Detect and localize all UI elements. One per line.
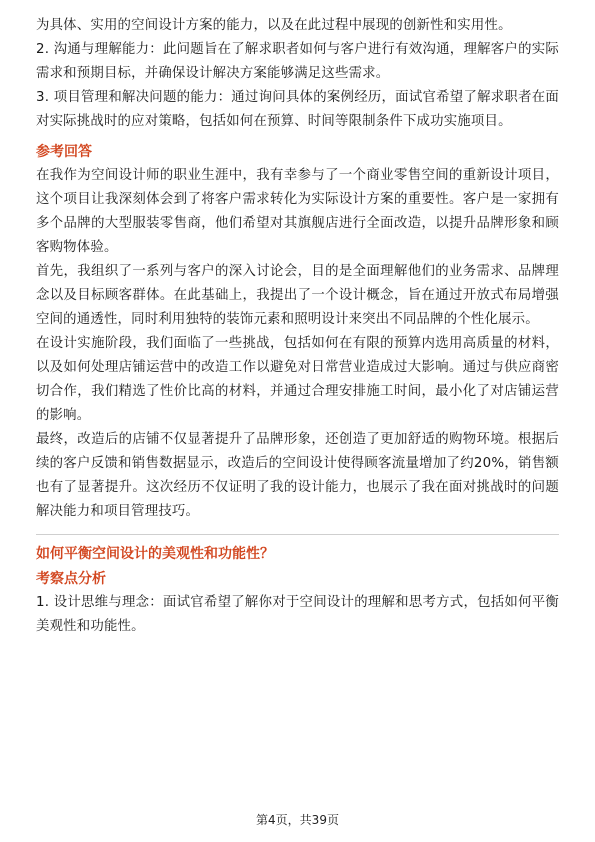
reference-paragraph-2: 首先，我组织了一系列与客户的深入讨论会，目的是全面理解他们的业务需求、品牌理念以及目标顾客群体。在此基础上，我提出了一个设计概念，旨在通过开放式布局增强空间的通透性，同时利用独特的装饰元素和照明设计来突出不同品牌的个性化展示。 <box>36 264 559 327</box>
section-divider <box>36 534 559 535</box>
reference-answer-label: 参考回答 <box>36 144 92 160</box>
analysis-paragraph-1: 1. 设计思维与理念：面试官希望了解你对于空间设计的理解和思考方式，包括如何平衡美观性和功能性。 <box>36 595 559 634</box>
analysis-label: 考察点分析 <box>36 571 106 587</box>
paragraph-top-3: 3. 项目管理和解决问题的能力：通过询问具体的案例经历，面试官希望了解求职者在面对实际挑战时的应对策略，包括如何在预算、时间等限制条件下成功实施项目。 <box>36 90 559 129</box>
reference-paragraph-1: 在我作为空间设计师的职业生涯中，我有幸参与了一个商业零售空间的重新设计项目，这个项目让我深刻体会到了将客户需求转化为实际设计方案的重要性。客户是一家拥有多个品牌的大型服装零售商，他们希望对其旗舰店进行全面改造，以提升品牌形象和顾客购物体验。 <box>36 168 559 255</box>
reference-paragraph-4: 最终，改造后的店铺不仅显著提升了品牌形象，还创造了更加舒适的购物环境。根据后续的客户反馈和销售数据显示，改造后的空间设计使得顾客流量增加了约20%，销售额也有了显著提升。这次经历不仅证明了我的设计能力，也展示了我在面对挑战时的问题解决能力和项目管理技巧。 <box>36 432 559 519</box>
question-heading: 如何平衡空间设计的美观性和功能性？ <box>36 546 274 562</box>
page-footer: 第4页，共39页 <box>256 813 339 827</box>
reference-paragraph-3: 在设计实施阶段，我们面临了一些挑战，包括如何在有限的预算内选用高质量的材料，以及如何处理店铺运营中的改造工作以避免对日常营业造成过大影响。通过与供应商密切合作，我们精选了性价比高的材料，并通过合理安排施工时间，最小化了对店铺运营的影响。 <box>36 336 559 423</box>
paragraph-top-1: 为具体、实用的空间设计方案的能力，以及在此过程中展现的创新性和实用性。 <box>36 18 512 33</box>
paragraph-top-2: 2. 沟通与理解能力：此问题旨在了解求职者如何与客户进行有效沟通，理解客户的实际需求和预期目标，并确保设计解决方案能够满足这些需求。 <box>36 42 559 81</box>
document-page <box>36 14 559 639</box>
